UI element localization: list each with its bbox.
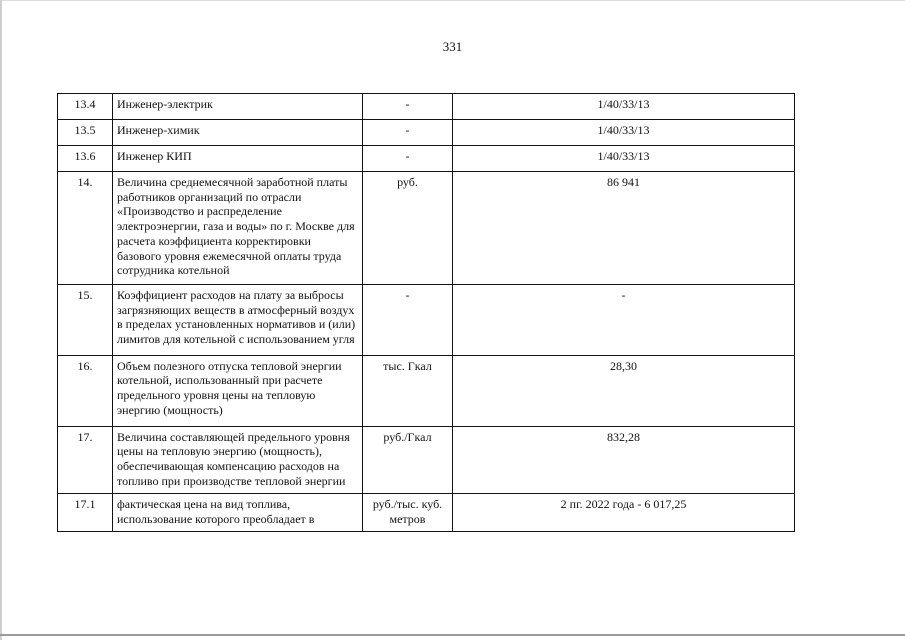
scan-bottom-edge	[0, 634, 905, 636]
row-value: 1/40/33/13	[453, 94, 795, 120]
row-parameter: фактическая цена на вид топлива, использование которого преобладает в	[113, 494, 363, 531]
row-number: 13.4	[58, 94, 113, 120]
table-row	[58, 94, 795, 120]
row-parameter: Объем полезного отпуска тепловой энергии котельной, использованный при расчете предельного уровня цены на тепловую энергию (мощность)	[113, 355, 363, 426]
row-unit: руб./тыс. куб. метров	[363, 494, 453, 531]
row-value: 1/40/33/13	[453, 146, 795, 172]
row-unit: тыс. Гкал	[363, 355, 453, 426]
row-number: 14.	[58, 172, 113, 285]
row-parameter: Инженер-химик	[113, 120, 363, 146]
row-value: 1/40/33/13	[453, 120, 795, 146]
tariff-parameters-table	[57, 93, 795, 532]
table-row	[58, 494, 795, 531]
row-number: 13.5	[58, 120, 113, 146]
table-row	[58, 172, 795, 285]
row-unit: -	[363, 94, 453, 120]
row-parameter: Инженер КИП	[113, 146, 363, 172]
table-row	[58, 146, 795, 172]
page-number: 331	[442, 39, 463, 54]
row-number: 17.	[58, 426, 113, 494]
row-unit: руб./Гкал	[363, 426, 453, 494]
row-parameter: Величина среднемесячной заработной платы работников организаций по отрасли «Производство и распределение электроэнергии, газа и воды» по г. Москве для расчета коэффициента корректировки базового уровня ежемесячной оплаты труда сотрудника котельной	[113, 172, 363, 285]
table-row	[58, 426, 795, 494]
row-number: 17.1	[58, 494, 113, 531]
row-unit: -	[363, 146, 453, 172]
row-parameter: Инженер-электрик	[113, 94, 363, 120]
row-value: 86 941	[453, 172, 795, 285]
table-row	[58, 284, 795, 355]
row-number: 13.6	[58, 146, 113, 172]
row-value: 28,30	[453, 355, 795, 426]
row-unit: -	[363, 120, 453, 146]
table-row	[58, 355, 795, 426]
row-number: 15.	[58, 284, 113, 355]
row-value: -	[453, 284, 795, 355]
scan-top-edge	[0, 0, 905, 1]
row-unit: -	[363, 284, 453, 355]
row-parameter: Величина составляющей предельного уровня цены на тепловую энергию (мощность), обеспечивающая компенсацию расходов на топливо при производстве тепловой энергии	[113, 426, 363, 494]
scan-left-edge	[0, 0, 2, 640]
row-value: 2 пг. 2022 года - 6 017,25	[453, 494, 795, 531]
row-parameter: Коэффициент расходов на плату за выбросы загрязняющих веществ в атмосферный воздух в пределах установленных нормативов и (или) лимитов для котельной с использованием угля	[113, 284, 363, 355]
table-row	[58, 120, 795, 146]
row-value: 832,28	[453, 426, 795, 494]
row-number: 16.	[58, 355, 113, 426]
row-unit: руб.	[363, 172, 453, 285]
